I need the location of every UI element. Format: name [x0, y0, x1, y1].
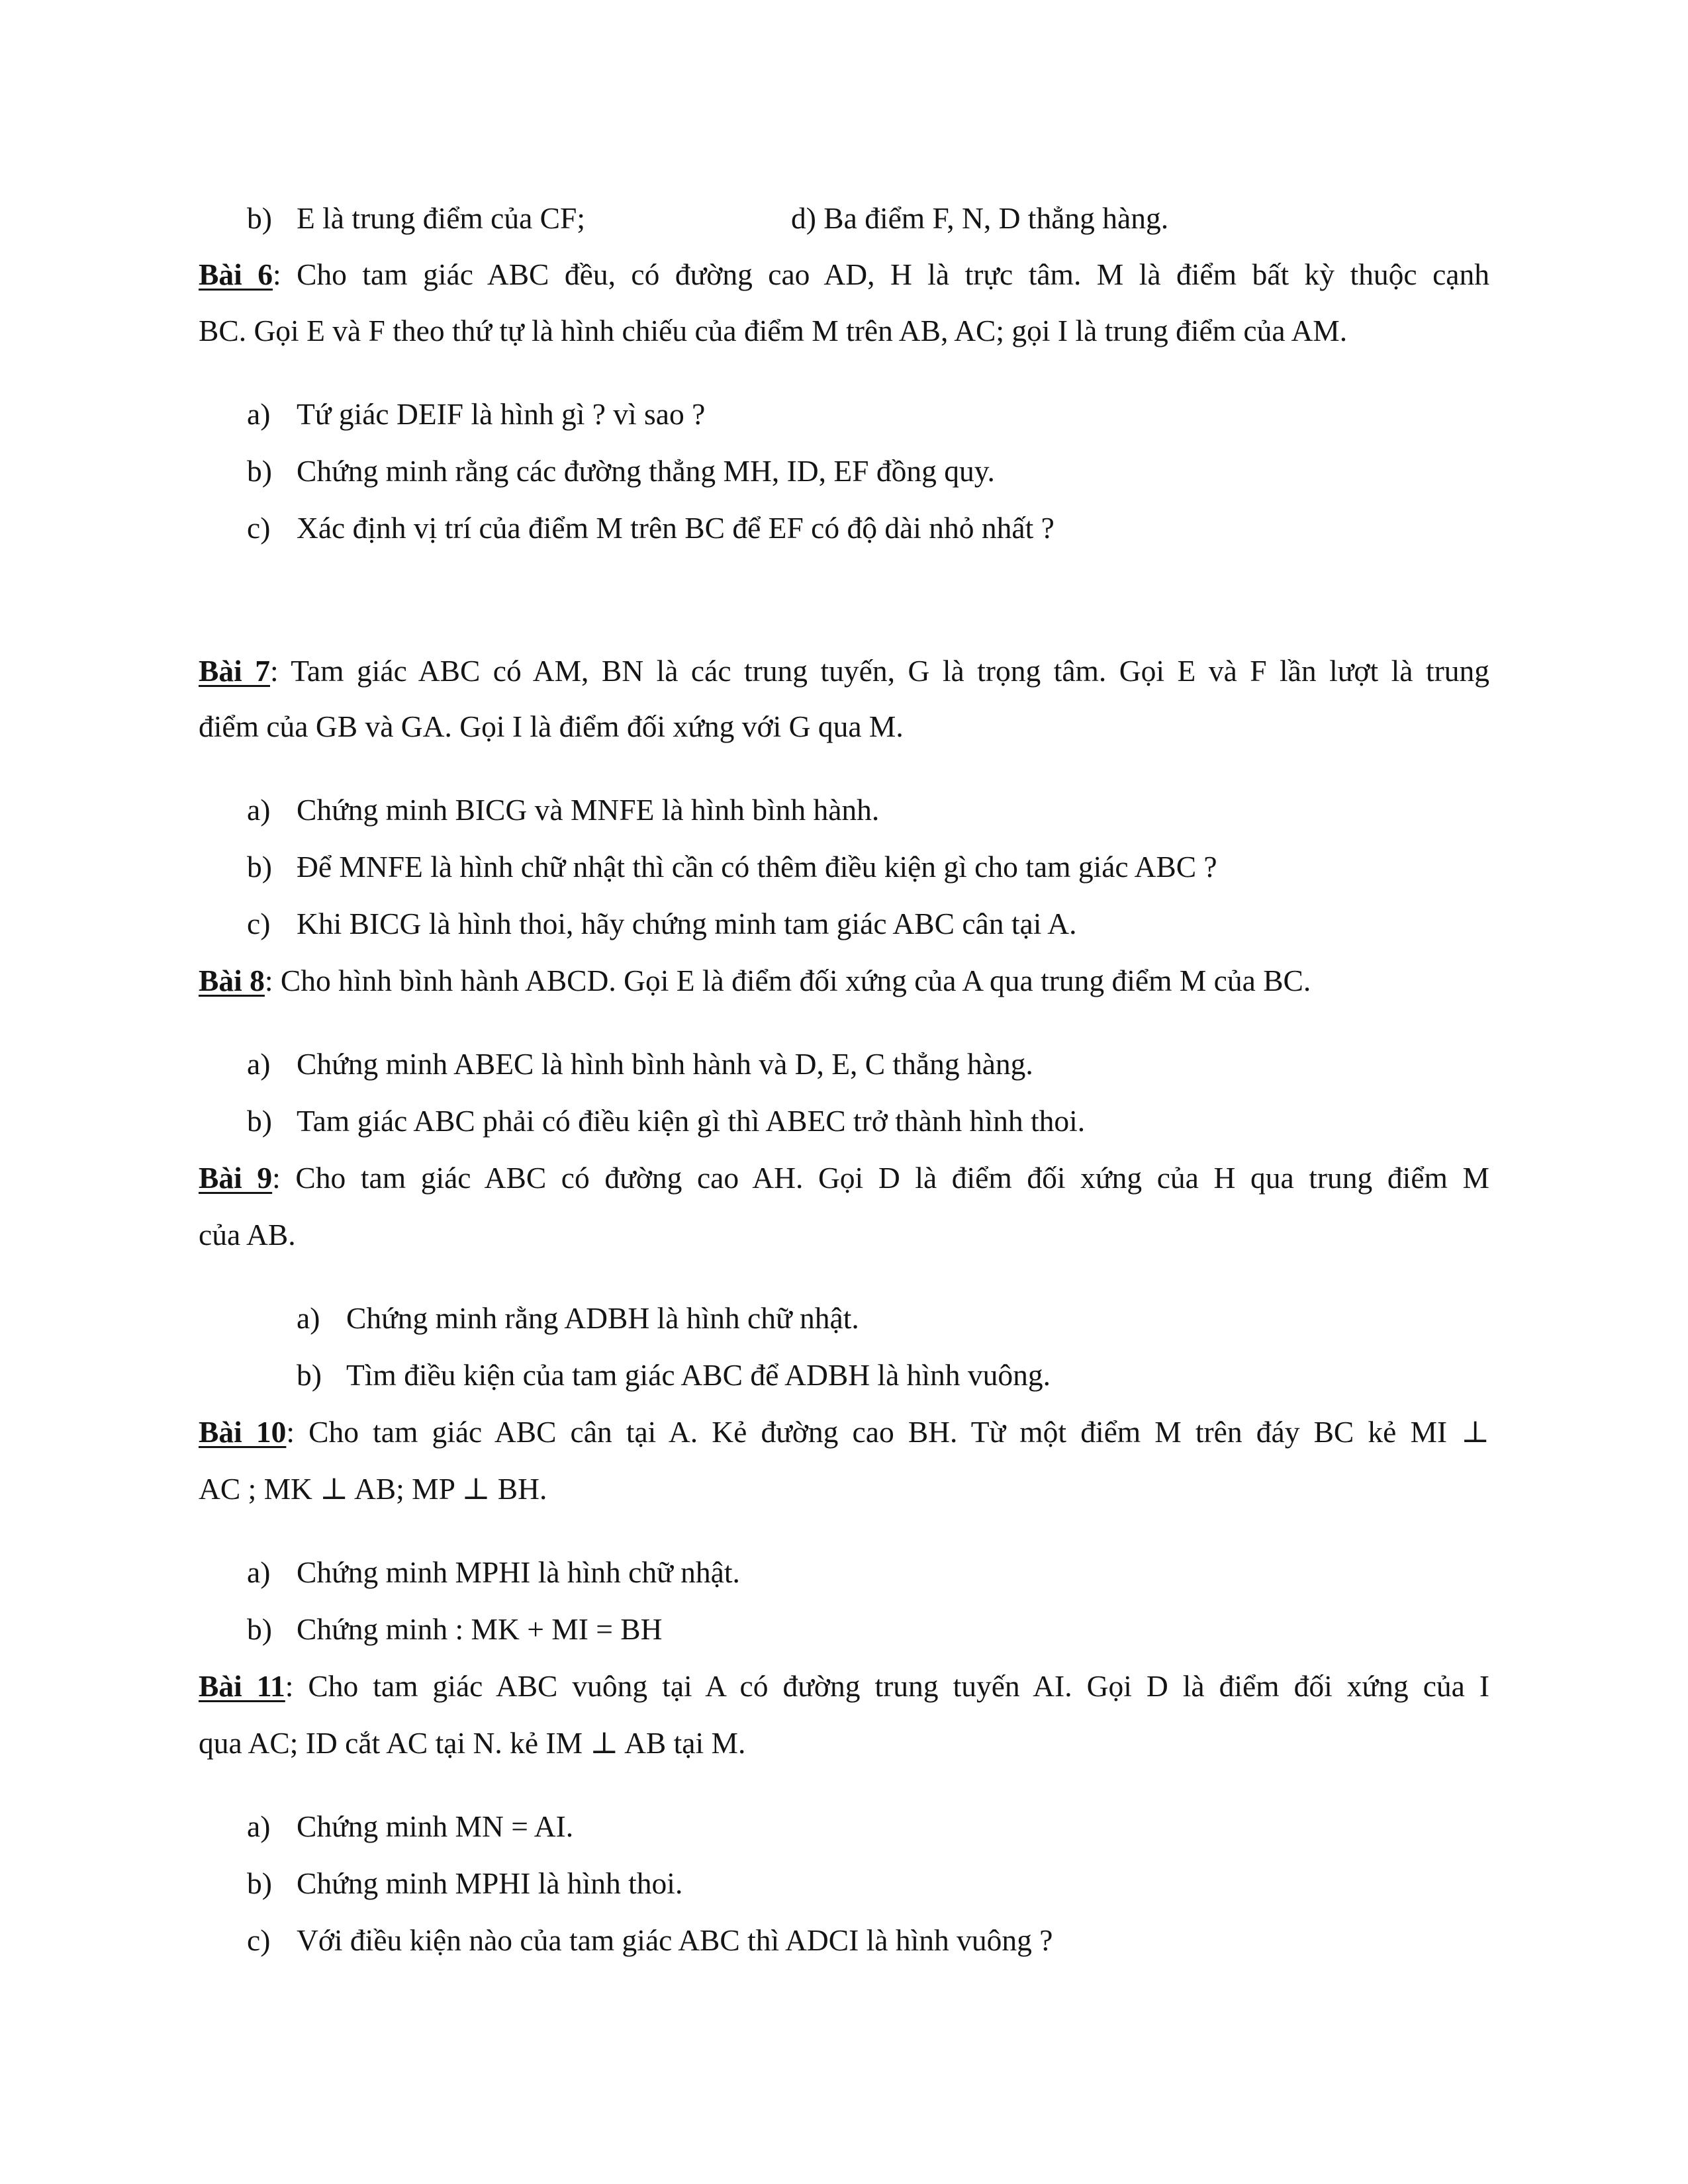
problem-text: : Cho tam giác ABC cân tại A. Kẻ đường cao BH. Từ một điểm M trên đáy BC kẻ MI ⊥ [286, 1415, 1489, 1449]
item-text: Chứng minh : MK + MI = BH [297, 1612, 663, 1646]
problem-title: Bài 7 [199, 654, 270, 688]
problem-8-statement [199, 962, 1311, 999]
item-label: b) [297, 1358, 322, 1392]
problem-text: AC ; MK ⊥ AB; MP ⊥ BH. [199, 1472, 547, 1506]
item-text: E là trung điểm của CF; [297, 201, 585, 235]
problem-text: : Cho tam giác ABC có đường cao AH. Gọi D là điểm đối xứng của H qua trung điểm M [272, 1161, 1489, 1195]
problem-text: điểm của GB và GA. Gọi I là điểm đối xứng với G qua M. [199, 709, 904, 743]
problem-6-statement [199, 256, 1489, 293]
item-label: c) [247, 907, 271, 940]
item-label: b) [247, 1612, 272, 1646]
item-text: Để MNFE là hình chữ nhật thì cần có thêm điều kiện gì cho tam giác ABC ? [297, 850, 1217, 884]
problem-text: : Cho tam giác ABC đều, có đường cao AD, H là trực tâm. M là điểm bất kỳ thuộc cạnh [272, 257, 1489, 291]
item-text: Tứ giác DEIF là hình gì ? vì sao ? [297, 397, 706, 431]
item-label: a) [247, 1809, 271, 1843]
problem-10-statement [199, 1414, 1489, 1451]
problem-9-statement [199, 1160, 1489, 1197]
item-label: a) [247, 1555, 271, 1589]
problem-text: : Cho hình bình hành ABCD. Gọi E là điểm đối xứng của A qua trung điểm M của BC. [264, 964, 1311, 997]
item-label: b) [247, 454, 272, 488]
problem-text: : Cho tam giác ABC vuông tại A có đường trung tuyến AI. Gọi D là điểm đối xứng của I [285, 1669, 1490, 1703]
item-text: Chứng minh MN = AI. [297, 1809, 574, 1843]
problem-title: Bài 10 [199, 1415, 287, 1449]
item-label: a) [247, 793, 271, 827]
item-text: Chứng minh ABEC là hình bình hành và D, E, C thẳng hàng. [297, 1047, 1033, 1081]
problem-title: Bài 8 [199, 964, 265, 997]
item-label: b) [247, 1104, 272, 1138]
item-text: Khi BICG là hình thoi, hãy chứng minh tam giác ABC cân tại A. [297, 907, 1077, 940]
item-label: b) [247, 850, 272, 884]
item-text: Chứng minh BICG và MNFE là hình bình hành. [297, 793, 880, 827]
item-label: a) [247, 1047, 271, 1081]
item-text: Chứng minh rằng các đường thẳng MH, ID, EF đồng quy. [297, 454, 995, 488]
item-text: Xác định vị trí của điểm M trên BC để EF có độ dài nhỏ nhất ? [297, 511, 1055, 545]
item-label: b) [247, 1866, 272, 1900]
problem-7-statement [199, 653, 1489, 690]
item-label: b) [247, 201, 272, 235]
item-text: Tìm điều kiện của tam giác ABC để ADBH là hình vuông. [346, 1358, 1051, 1392]
problem-text: qua AC; ID cắt AC tại N. kẻ IM ⊥ AB tại M. [199, 1726, 746, 1760]
item-label: a) [247, 397, 271, 431]
problem-title: Bài 9 [199, 1161, 273, 1195]
problem-title: Bài 11 [199, 1669, 285, 1703]
item-text: d) Ba điểm F, N, D thẳng hàng. [791, 201, 1169, 235]
problem-text: : Tam giác ABC có AM, BN là các trung tuyến, G là trọng tâm. Gọi E và F lần lượt là trung [269, 654, 1489, 688]
item-text: Chứng minh MPHI là hình thoi. [297, 1866, 683, 1900]
problem-11-statement [199, 1668, 1489, 1705]
item-label: c) [247, 511, 271, 545]
item-text: Chứng minh MPHI là hình chữ nhật. [297, 1555, 740, 1589]
item-text: Chứng minh rằng ADBH là hình chữ nhật. [346, 1301, 859, 1335]
item-label: c) [247, 1923, 271, 1957]
problem-text: của AB. [199, 1218, 296, 1251]
item-label: a) [297, 1301, 320, 1335]
problem-text: BC. Gọi E và F theo thứ tự là hình chiếu của điểm M trên AB, AC; gọi I là trung điểm của AM. [199, 314, 1348, 347]
item-text: Với điều kiện nào của tam giác ABC thì ADCI là hình vuông ? [297, 1923, 1053, 1957]
problem-title: Bài 6 [199, 257, 273, 291]
item-text: Tam giác ABC phải có điều kiện gì thì ABEC trở thành hình thoi. [297, 1104, 1086, 1138]
